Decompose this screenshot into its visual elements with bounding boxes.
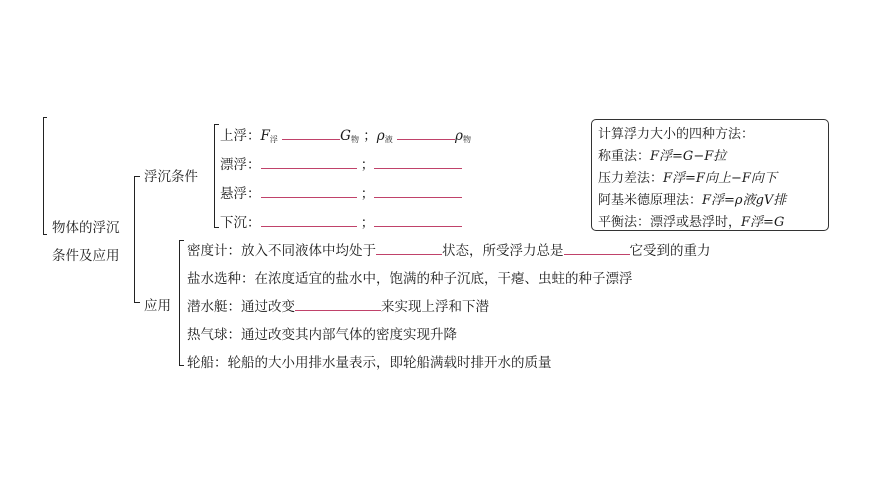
- method-pressure-diff-label: 压力差法：: [598, 171, 664, 186]
- rise-label: 上浮：: [220, 128, 261, 144]
- G-symbol: G: [340, 128, 351, 144]
- application-brace-top: [179, 240, 184, 241]
- methods-box: [591, 119, 829, 231]
- app-ship: 轮船：轮船的大小用排水量表示，即轮船满载时排开水的质量: [187, 355, 552, 371]
- app-hydrometer-text-c: 它受到的重力: [629, 243, 711, 259]
- conditions-brace-vertical: [214, 124, 215, 228]
- condition-row-sink: [220, 211, 462, 231]
- main-brace-top: [134, 176, 140, 177]
- method-balance: [598, 212, 822, 234]
- rise-blank-1[interactable]: [282, 127, 340, 140]
- conditions-brace-bottom: [214, 227, 219, 228]
- app-submarine-text-a: 潜水艇：通过改变: [187, 299, 295, 315]
- application-brace-vertical: [179, 240, 180, 366]
- method-weighing: [598, 146, 822, 168]
- suspend-sep: ；: [360, 186, 375, 202]
- method-pressure-diff: [598, 168, 822, 190]
- method-balance-label: 平衡法：: [598, 215, 651, 230]
- method-archimedes-formula: F浮=ρ液gV排: [702, 193, 787, 208]
- F-symbol: F: [260, 128, 270, 144]
- condition-row-suspend: [220, 182, 462, 202]
- float-blank-1[interactable]: [261, 156, 357, 169]
- method-balance-formula: F浮=G: [741, 215, 785, 230]
- sink-blank-1[interactable]: [261, 214, 357, 227]
- conditions-brace-top: [214, 124, 219, 125]
- F-sub: 浮: [269, 135, 278, 144]
- app-submarine: [187, 295, 489, 315]
- method-pressure-diff-formula: F浮=F向上−F向下: [663, 171, 777, 186]
- main-brace-bottom: [134, 302, 140, 303]
- method-archimedes: [598, 190, 822, 212]
- hydrometer-blank-1[interactable]: [376, 242, 442, 255]
- methods-title: 计算浮力大小的四种方法：: [598, 127, 755, 142]
- suspend-label: 悬浮：: [220, 186, 261, 202]
- app-submarine-text-b: 来实现上浮和下潜: [381, 299, 489, 315]
- app-hydrometer-text-b: 状态，所受浮力总是: [442, 243, 564, 259]
- submarine-blank[interactable]: [295, 298, 381, 311]
- method-weighing-formula: F浮=G−F拉: [650, 149, 727, 164]
- suspend-blank-1[interactable]: [261, 185, 357, 198]
- float-sep: ；: [360, 157, 375, 173]
- rho-liquid-sub: 液: [384, 135, 393, 144]
- rho-object-symbol: ρ: [455, 128, 463, 144]
- suspend-blank-2[interactable]: [374, 185, 462, 198]
- rho-object-sub: 物: [462, 135, 471, 144]
- float-label: 漂浮：: [220, 157, 261, 173]
- method-archimedes-label: 阿基米德原理法：: [598, 193, 703, 208]
- rho-liquid-symbol: ρ: [376, 128, 385, 144]
- app-hot-air-balloon: 热气球：通过改变其内部气体的密度实现升降: [187, 327, 457, 343]
- root-brace-bottom: [43, 234, 47, 235]
- condition-row-rise: [220, 124, 471, 145]
- root-title-line1: 物体的浮沉: [52, 220, 120, 236]
- method-balance-text: 漂浮或悬浮时，: [650, 215, 742, 230]
- application-label: 应用: [144, 298, 171, 314]
- application-brace-bottom: [179, 365, 184, 366]
- float-blank-2[interactable]: [374, 156, 462, 169]
- root-brace-top: [43, 117, 47, 118]
- sink-label: 下沉：: [220, 215, 261, 231]
- conditions-label: 浮沉条件: [144, 169, 198, 185]
- sink-sep: ；: [360, 215, 375, 231]
- sink-blank-2[interactable]: [374, 214, 462, 227]
- root-title-line2: 条件及应用: [52, 248, 120, 264]
- app-hydrometer: [187, 239, 711, 259]
- main-brace-vertical: [134, 176, 135, 303]
- condition-row-float: [220, 153, 462, 173]
- rise-sep: ；: [363, 128, 377, 144]
- app-seed-selection: 盐水选种：在浓度适宜的盐水中，饱满的种子沉底，干瘪、虫蛀的种子漂浮: [187, 271, 633, 287]
- G-sub: 物: [350, 135, 359, 144]
- hydrometer-blank-2[interactable]: [564, 242, 630, 255]
- rise-blank-2[interactable]: [397, 127, 455, 140]
- app-hydrometer-text-a: 密度计：放入不同液体中均处于: [187, 243, 376, 259]
- method-weighing-label: 称重法：: [598, 149, 651, 164]
- root-brace-vertical: [43, 117, 44, 235]
